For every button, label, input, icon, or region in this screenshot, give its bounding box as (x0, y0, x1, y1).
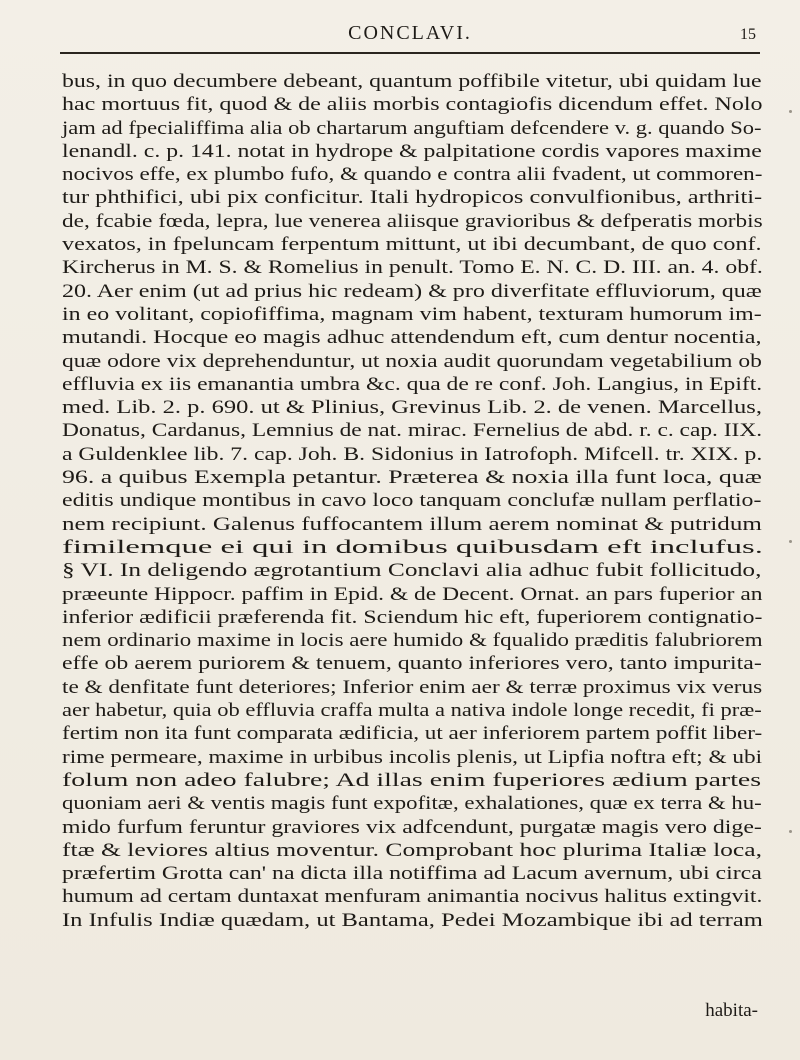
text-line: Kircherus in M. S. & Romelius in penult. Tomo E. N. C. D. III. an. 4. obf. (62, 257, 763, 279)
text-line: § VI. In deligendo ægrotantium Conclavi alia adhuc fubit follicitudo, (62, 560, 762, 582)
text-line: effe ob aerem puriorem & tenuem, quanto inferiores vero, tanto impurita- (62, 653, 762, 675)
text-line: de, fcabie fœda, lepra, lue venerea aliisque gravioribus & defperatis morbis (62, 210, 763, 232)
text-line: jam ad fpecialiffima alia ob chartarum anguftiam defcendere v. g. quando So- (62, 117, 762, 139)
text-line: effluvia ex iis emanantia umbra &c. qua de re conf. Joh. Langius, in Epift. (62, 373, 763, 395)
text-line: bus, in quo decumbere debeant, quantum poffibile vitetur, ubi quidam lue (62, 71, 762, 92)
text-line: a Guldenklee lib. 7. cap. Joh. B. Sidonius in Iatrofoph. Mifcell. tr. XIX. p. (62, 443, 763, 465)
text-line: nocivos effe, ex plumbo fufo, & quando e contra alii fvadent, ut commoren- (62, 164, 763, 186)
text-line: rime permeare, maxime in urbibus incolis plenis, ut Lipfia noftra eft; & ubi (62, 746, 763, 768)
page-number: 15 (740, 26, 756, 43)
text-line: ftæ & leviores altius moventur. Comprobant hoc plurima Italiæ loca, (62, 839, 762, 861)
text-line: nem ordinario maxime in locis aere humido & fqualido præditis falubriorem (62, 630, 763, 652)
text-line: mutandi. Hocque eo magis adhuc attendendum eft, cum dentur nocentia, (62, 327, 762, 349)
text-line: hac mortuus fit, quod & de aliis morbis contagiofis dicendum effet. Nolo (62, 94, 763, 116)
text-line: folum non adeo falubre; Ad illas enim fuperiores ædium partes (62, 769, 762, 791)
text-line: nem recipiunt. Galenus fuffocantem illum aerem nominat & putridum (62, 513, 762, 535)
text-line: tur phthifici, ubi pix conficitur. Itali hydropicos convulfionibus, arthriti- (62, 187, 763, 209)
text-line: te & denfitate funt deteriores; Inferior enim aer & terræ proximus vix verus (62, 676, 763, 698)
text-line: 96. a quibus Exempla petantur. Præterea & noxia illa funt loca, quæ (62, 467, 762, 489)
running-title: CONCLAVI. (348, 22, 472, 44)
margin-speck (789, 830, 792, 833)
text-line: fimilemque ei qui in domibus quibusdam eft inclufus. (62, 536, 763, 558)
text-line: inferior ædificii præferenda fit. Sciendum hic eft, fuperiorem contignatio- (62, 606, 763, 628)
text-line: aer habetur, quia ob effluvia craffa multa a nativa indole longe recedit, fi præ- (62, 700, 762, 722)
text-line: 20. Aer enim (ut ad prius hic redeam) & pro diverfitate effluviorum, quæ (62, 280, 762, 302)
body-text (62, 70, 762, 932)
text-line: præeunte Hippocr. paffim in Epid. & de Decent. Ornat. an pars fuperior an (62, 583, 763, 605)
text-line: præfertim Grotta can' na dicta illa notiffima ad Lacum avernum, ubi circa (62, 863, 762, 885)
text-line: quoniam aeri & ventis magis funt expofitæ, exhalationes, quæ ex terra & hu- (62, 793, 762, 815)
text-line: mido furfum feruntur graviores vix adfcendunt, purgatæ magis vero dige- (62, 816, 762, 838)
text-line: Donatus, Cardanus, Lemnius de nat. mirac. Fernelius de abd. r. c. cap. IIX. (62, 420, 763, 442)
margin-speck (789, 540, 792, 543)
text-line: fertim non ita funt comparata ædificia, ut aer inferiorem partem poffit liber- (62, 723, 763, 745)
text-line: In Infulis Indiæ quædam, ut Bantama, Pedei Mozambique ibi ad terram (62, 909, 763, 931)
header-rule (60, 52, 760, 54)
margin-speck (789, 110, 792, 113)
text-line: lenandl. c. p. 141. notat in hydrope & palpitatione cordis vapores maxime (62, 140, 762, 162)
text-line: quæ odore vix deprehenduntur, ut noxia audit quorundam vegetabilium ob (62, 350, 762, 372)
text-line: med. Lib. 2. p. 690. ut & Plinius, Grevinus Lib. 2. de venen. Marcellus, (62, 397, 762, 419)
text-line: humum ad certam duntaxat menfuram animantia nocivus halitus extingvit. (62, 886, 763, 908)
text-line: vexatos, in fpeluncam ferpentum mittunt, ut ibi decumbant, de quo conf. (62, 234, 762, 256)
text-line: editis undique montibus in cavo loco tanquam conclufæ nullam perflatio- (62, 490, 762, 512)
running-head (60, 16, 760, 64)
text-line: in eo volitant, copiofiffima, magnam vim habent, texturam humorum im- (62, 303, 762, 325)
catchword: habita- (705, 1000, 758, 1021)
